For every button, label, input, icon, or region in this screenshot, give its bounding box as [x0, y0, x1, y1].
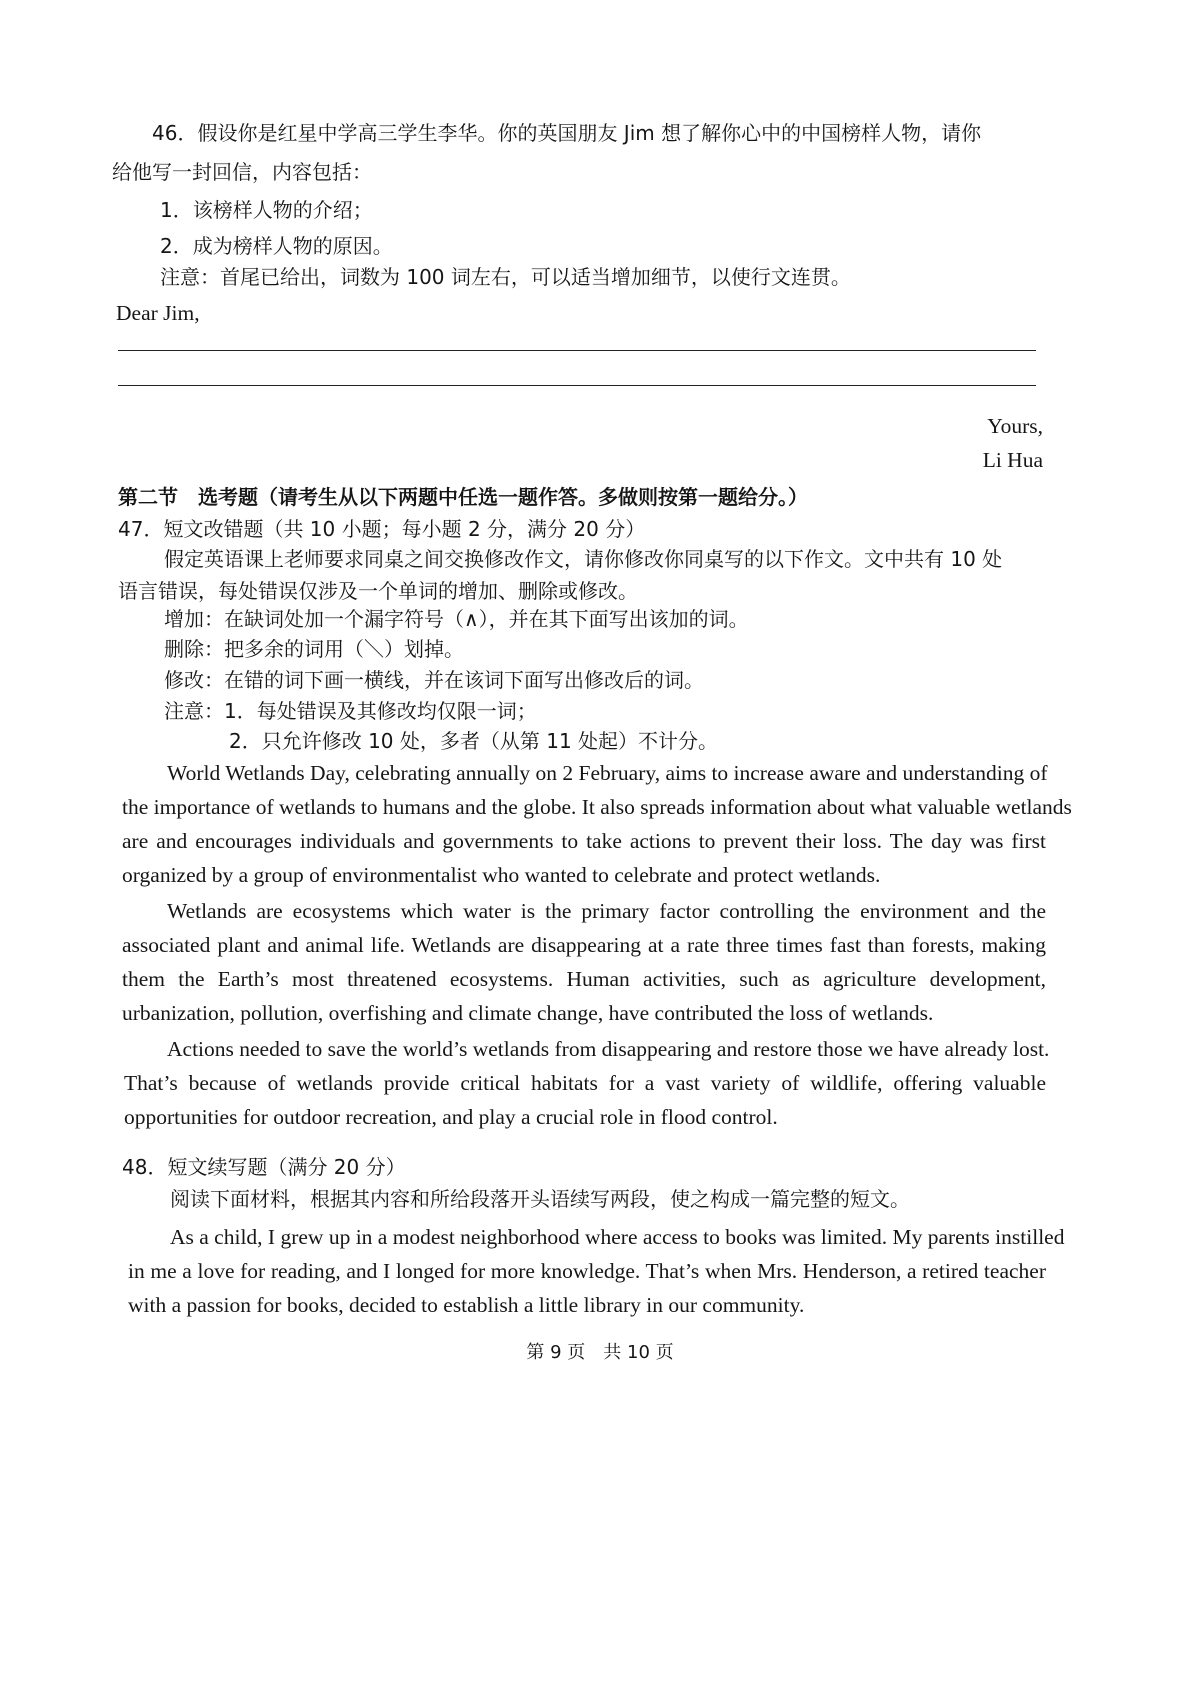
passage-p1-line-4: organized by a group of environmentalist who wanted to celebrate and protect wetlands.	[122, 863, 881, 887]
page-number: 第 9 页 共 10 页	[526, 1342, 674, 1363]
q46-closing: Yours,	[987, 414, 1043, 438]
q47-rule-delete: 删除：把多余的词用（＼）划掉。	[164, 637, 464, 661]
passage-p1-line-1: World Wetlands Day, celebrating annually on 2 February, aims to increase aware and understanding of	[167, 761, 1048, 785]
passage-p2-line-3: them the Earth’s most threatened ecosystems. Human activities, such as agriculture development,	[122, 967, 1046, 991]
q47-intro-line-2: 语言错误，每处错误仅涉及一个单词的增加、删除或修改。	[118, 579, 638, 603]
q47-note-2: 2．只允许修改 10 处，多者（从第 11 处起）不计分。	[229, 729, 719, 753]
passage-p1-line-3: are and encourages individuals and governments to take actions to prevent their loss. The day was first	[122, 829, 1046, 853]
answer-line-1	[118, 350, 1036, 351]
q47-rule-modify: 修改：在错的词下画一横线，并在该词下面写出修改后的词。	[164, 668, 704, 692]
q48-title: 48．短文续写题（满分 20 分）	[122, 1155, 406, 1179]
q46-prompt-line-1: 46．假设你是红星中学高三学生李华。你的英国朋友 Jim 想了解你心中的中国榜样人物，请你	[152, 121, 982, 145]
q47-intro-line-1: 假定英语课上老师要求同桌之间交换修改作文，请你修改你同桌写的以下作文。文中共有 10 处	[164, 547, 1003, 571]
q47-rule-add: 增加：在缺词处加一个漏字符号（∧），并在其下面写出该加的词。	[164, 607, 749, 631]
passage-p3-line-3: opportunities for outdoor recreation, and play a crucial role in flood control.	[124, 1105, 778, 1129]
passage-p1-line-2: the importance of wetlands to humans and the globe. It also spreads information about what valuable wetlands	[122, 795, 1072, 819]
answer-line-2	[118, 385, 1036, 386]
q46-note: 注意：首尾已给出，词数为 100 词左右，可以适当增加细节，以使行文连贯。	[160, 265, 851, 289]
q46-item-2: 2．成为榜样人物的原因。	[160, 234, 393, 258]
q47-note-1: 注意：1．每处错误及其修改均仅限一词；	[164, 699, 537, 723]
passage-p3-line-1: Actions needed to save the world’s wetlands from disappearing and restore those we have already lost.	[167, 1037, 1050, 1061]
passage-p2-line-1: Wetlands are ecosystems which water is the primary factor controlling the environment and the	[167, 899, 1046, 923]
q48-passage-line-1: As a child, I grew up in a modest neighborhood where access to books was limited. My parents instilled	[170, 1225, 1065, 1249]
q47-title: 47．短文改错题（共 10 小题；每小题 2 分，满分 20 分）	[118, 517, 646, 541]
passage-p3-line-2: That’s because of wetlands provide critical habitats for a vast variety of wildlife, offering valuable	[124, 1071, 1046, 1095]
q48-passage-line-2: in me a love for reading, and I longed for more knowledge. That’s when Mrs. Henderson, a retired teacher	[128, 1259, 1046, 1283]
q46-salutation: Dear Jim,	[116, 301, 200, 325]
q46-signature: Li Hua	[982, 448, 1043, 472]
passage-p2-line-4: urbanization, pollution, overfishing and climate change, have contributed the loss of wetlands.	[122, 1001, 934, 1025]
q46-item-1: 1．该榜样人物的介绍；	[160, 198, 373, 222]
q48-instruction: 阅读下面材料，根据其内容和所给段落开头语续写两段，使之构成一篇完整的短文。	[170, 1187, 910, 1211]
section-2-heading: 第二节 选考题（请考生从以下两题中任选一题作答。多做则按第一题给分。）	[118, 485, 808, 509]
q46-prompt-line-2: 给他写一封回信，内容包括：	[112, 160, 372, 184]
q48-passage-line-3: with a passion for books, decided to establish a little library in our community.	[128, 1293, 805, 1317]
passage-p2-line-2: associated plant and animal life. Wetlands are disappearing at a rate three times fast than forests, making	[122, 933, 1046, 957]
